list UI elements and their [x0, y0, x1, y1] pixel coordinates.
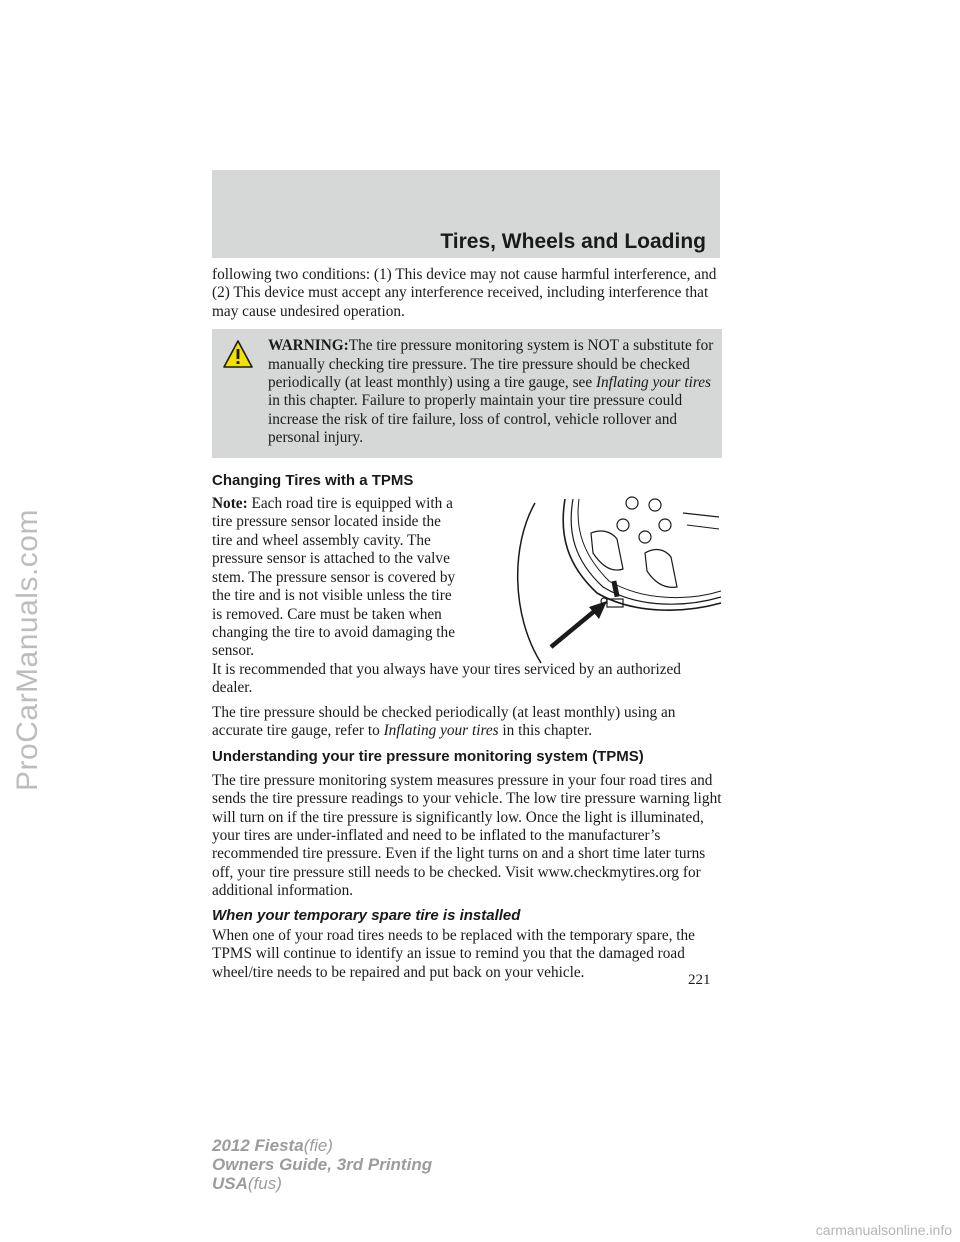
- heading-temporary-spare: When your temporary spare tire is installed: [212, 906, 521, 924]
- warning-text-1: The tire pressure monitoring system is NOT a substitute for manually checking tire pressure. The tire pressure should be checked periodically (at least monthly) using a tire gauge, see: [268, 337, 714, 392]
- footer-market-code: (fus): [247, 1174, 282, 1193]
- heading-changing-tires: Changing Tires with a TPMS: [212, 471, 414, 489]
- check-text-2: in this chapter.: [498, 721, 593, 739]
- heading-understanding-tpms: Understanding your tire pressure monitoring system (TPMS): [212, 748, 644, 766]
- note-block: [212, 495, 722, 661]
- footer: [212, 1136, 432, 1193]
- note-label: Note:: [212, 495, 248, 513]
- footer-line-1: [212, 1136, 432, 1155]
- warning-box: [212, 329, 722, 457]
- recommend-paragraph: [212, 661, 722, 698]
- note-text: Each road tire is equipped with a tire pressure sensor located inside the tire and wheel assembly cavity. The pressure sensor is attached to the valve stem. The pressure sensor is covered by the tire and is not visible unless the tire is removed. Care must be taken when changing the tire to avoid damaging the sensor.: [212, 495, 456, 660]
- recommend-text: It is recommended that you always have your tires serviced by an authorized dealer.: [212, 660, 681, 697]
- warning-link: Inflating your tires: [595, 374, 711, 392]
- warning-triangle-icon: [222, 339, 254, 369]
- side-watermark: [6, 300, 50, 1000]
- chapter-header: [212, 170, 720, 258]
- chapter-title: Tires, Wheels and Loading: [440, 230, 706, 253]
- side-watermark-text: ProCarManuals.com: [11, 509, 44, 791]
- footer-guide: Owners Guide, 3rd Printing: [212, 1155, 433, 1174]
- note-paragraph: [212, 495, 464, 661]
- page-number: 221: [688, 972, 711, 988]
- footer-model: 2012 Fiesta: [212, 1136, 304, 1155]
- intro-paragraph: following two conditions: (1) This device may not cause harmful interference, and (2) This device must accept any interference received, including interference that may cause undesired operation.: [212, 266, 717, 320]
- warning-label: WARNING:: [268, 337, 349, 355]
- check-paragraph: [212, 704, 722, 741]
- warning-text-2: in this chapter. Failure to properly maintain your tire pressure could increase the risk of tire failure, loss of control, vehicle rollover and personal injury.: [268, 392, 683, 447]
- warning-text: [220, 337, 714, 447]
- page-content: [212, 266, 722, 988]
- tire-sensor-illustration: [505, 495, 723, 665]
- footer-line-3: [212, 1174, 432, 1193]
- check-link: Inflating your tires: [383, 721, 499, 739]
- footer-model-code: (fie): [303, 1136, 333, 1155]
- footer-market: USA: [212, 1174, 248, 1193]
- check-text-1: The tire pressure should be checked periodically (at least monthly) using an accurate tire gauge, refer to: [212, 703, 676, 739]
- footer-line-2: [212, 1155, 432, 1174]
- bottom-watermark: carmanualsonline.info: [815, 1222, 952, 1238]
- understanding-paragraph: The tire pressure monitoring system measures pressure in your four road tires and sends the tire pressure readings to your vehicle. The low tire pressure warning light will turn on if the tire pressure is significantly low. Once the light is illuminated, your tires are under-inflated and need to be inflated to the manufacturer’s recommended tire pressure. Even if the light turns on and a short time later turns off, your tire pressure still needs to be checked. Visit www.checkmytires.org for additional information.: [212, 771, 722, 900]
- spare-paragraph: When one of your road tires needs to be replaced with the temporary spare, the TPMS will continue to identify an issue to remind you that the damaged road wheel/tire needs to be repaired and put back on your vehicle.: [212, 927, 695, 981]
